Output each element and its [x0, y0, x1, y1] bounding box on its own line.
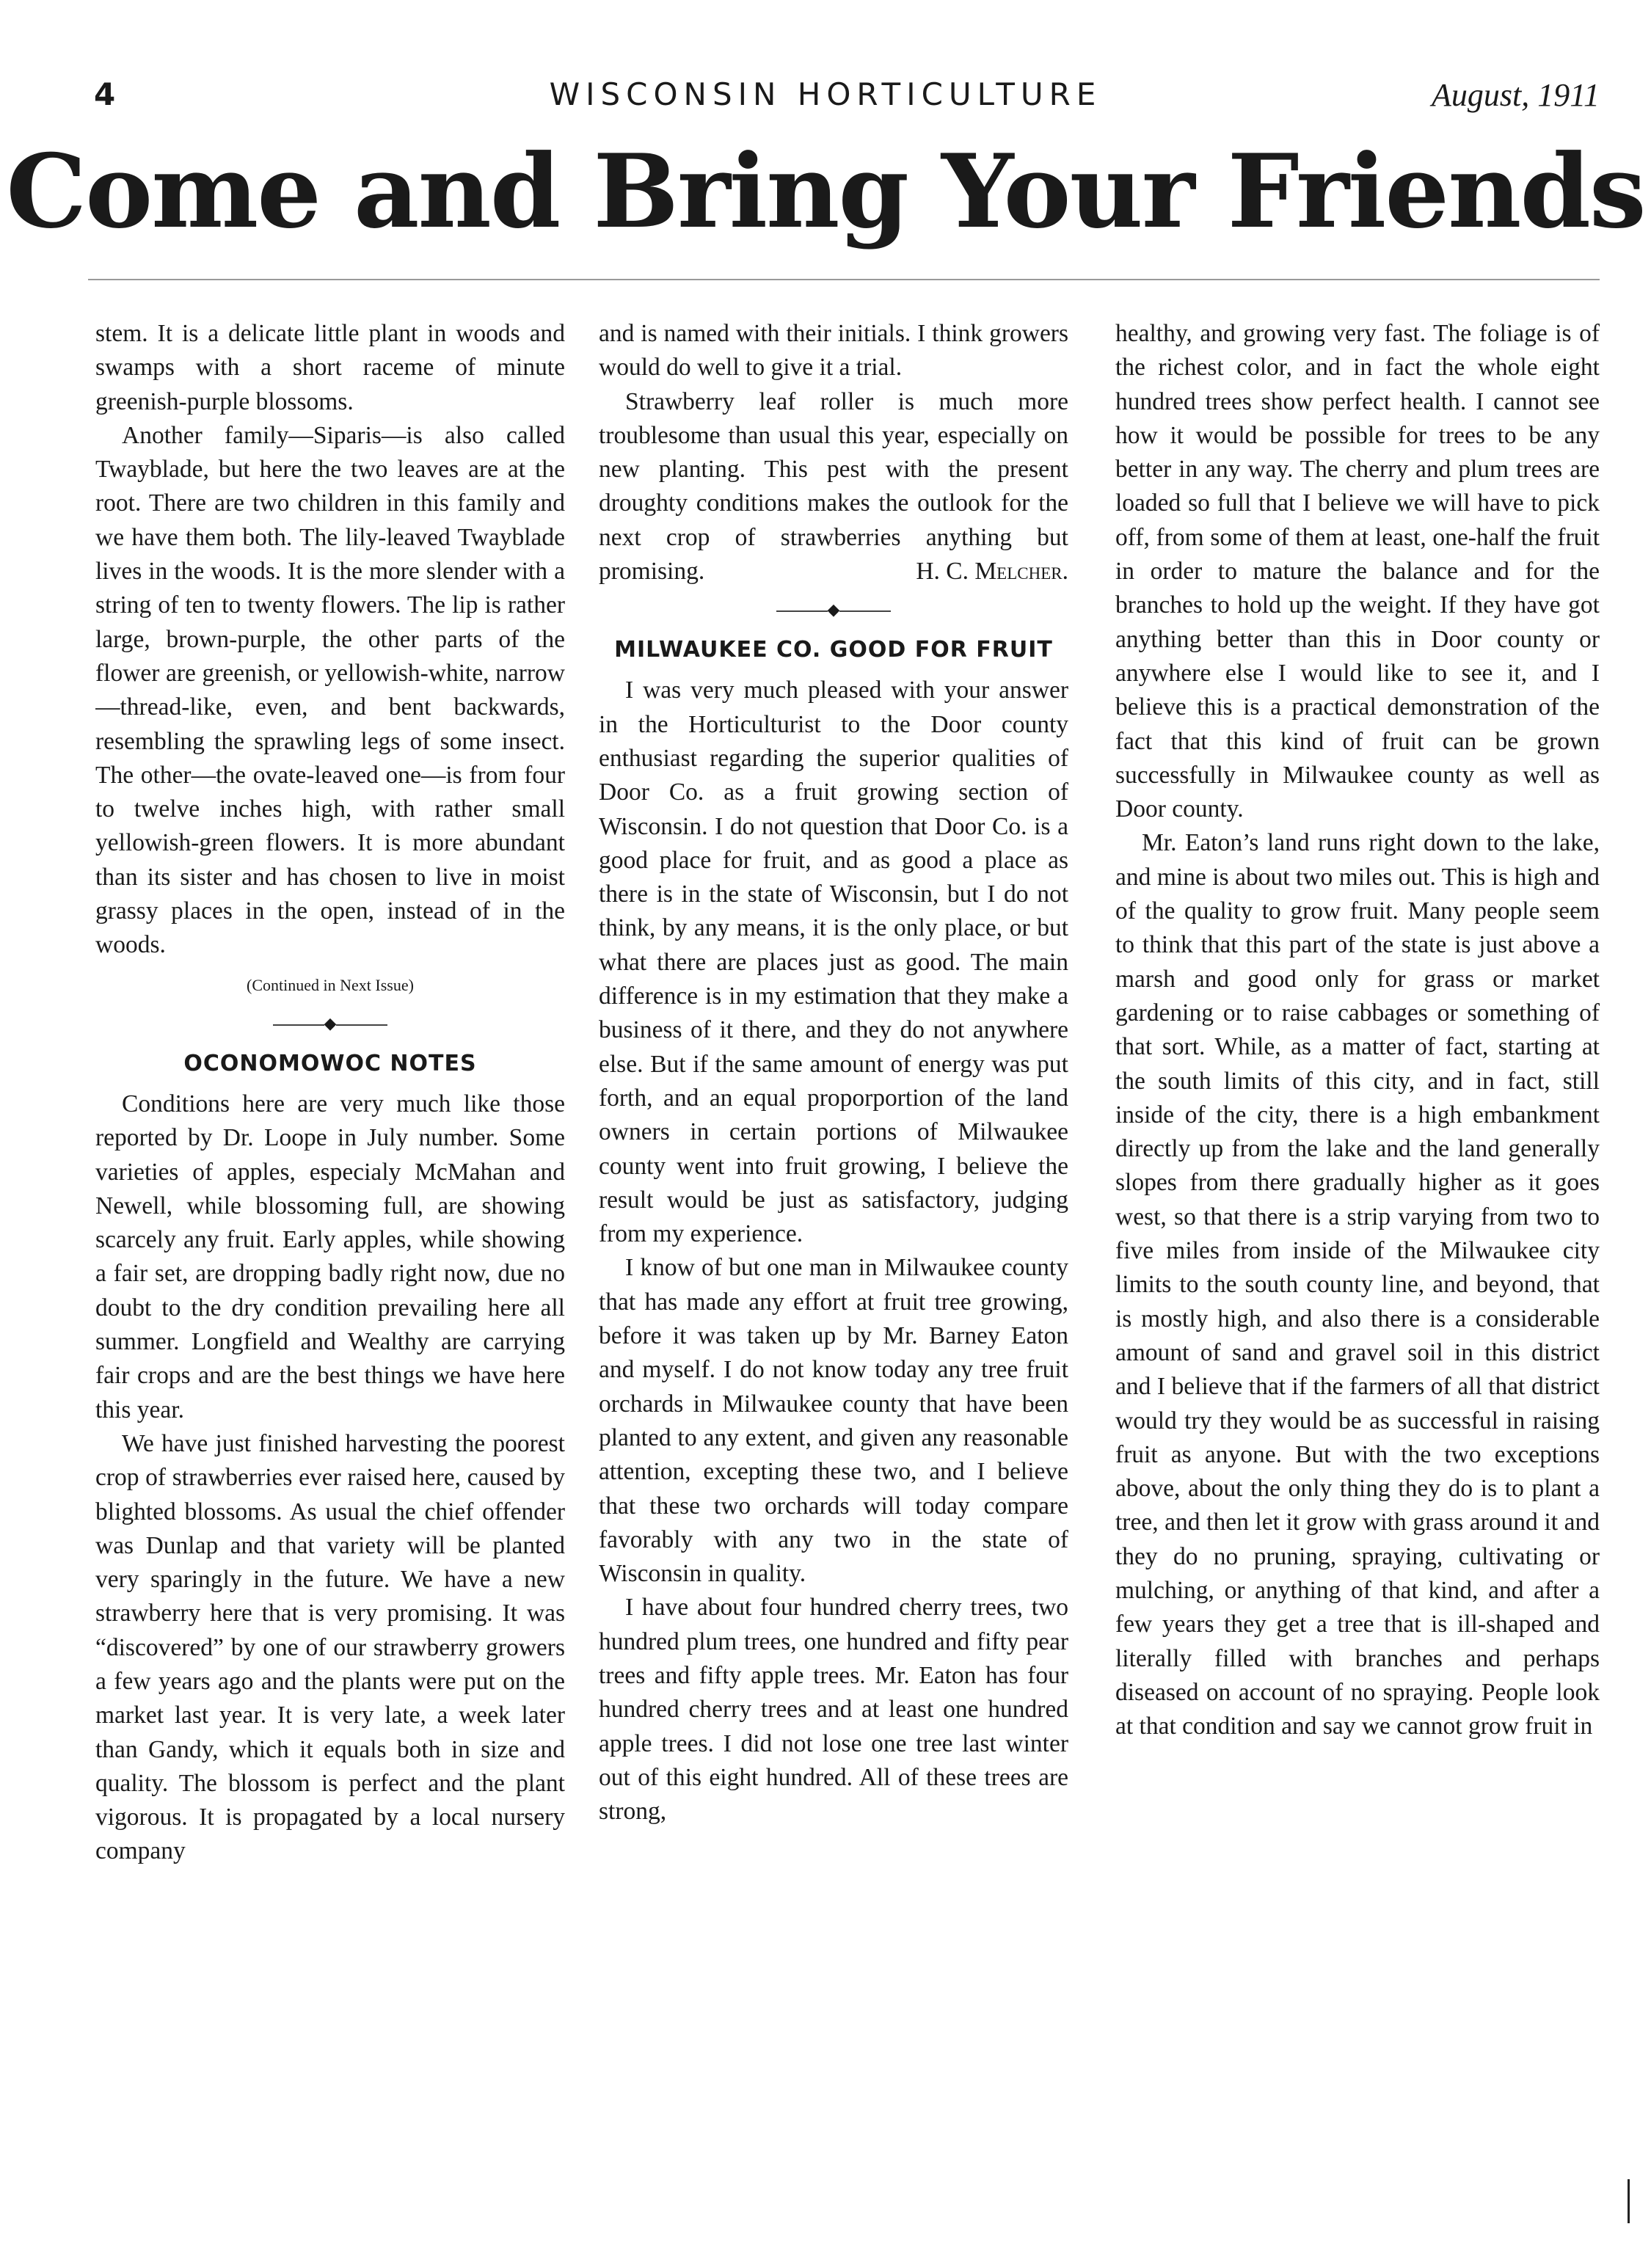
section-divider: [95, 1013, 565, 1035]
section-heading: MILWAUKEE CO. GOOD FOR FRUIT: [614, 637, 1053, 663]
paragraph: I have about four hundred cherry trees, two hundred plum trees, one hundred and fifty pear trees and fifty apple trees. Mr. Eaton has four hundred cherry trees and at least one hundred apple trees. I did not lose one tree last winter out of this eight hundred. All of these trees are strong,: [599, 1594, 1068, 1826]
paragraph: [599, 385, 1068, 589]
paragraph-text: Strawberry leaf roller is much more troublesome than usual this year, especially on new planting. This pest with the present droughty conditions makes the outlook for the next crop of strawberries anything but promising.: [599, 387, 1068, 586]
page-number: 4: [94, 76, 116, 112]
paragraph: Conditions here are very much like those reported by Dr. Loope in July number. Some varieties of apples, especialy McMahan and Newell, while blossoming full, are showing scarcely any fruit. Early apples, while showing a fair set, are dropping badly right now, due no doubt to the dry condition prevailing here all summer. Longfield and Wealthy are carrying fair crops and are the best things we have here this year.: [95, 1090, 565, 1423]
paragraph: I know of but one man in Milwaukee county that has made any effort at fruit tree growing, before it was taken up by Mr. Barney Eaton and myself. I do not know today any tree fruit orchards in Milwaukee county that have been planted to any extent, and given any reasonable attention, excepting these two, and I believe that these two orchards will today compare favorably with any two in the state of Wisconsin in quality.: [599, 1254, 1068, 1588]
diamond-ornament-icon: ◆: [827, 600, 840, 619]
paragraph: Another family—Siparis—is also called Twayblade, but here the two leaves are at the root. There are two children in this family and we have them both. The lily-leaved Twayblade lives in the woods. It is the more slender with a string of ten to twenty flowers. The lip is rather large, brown-purple, the other parts of the flower are greenish, or yellowish-white, narrow—thread-like, even, and bent backwards, resembling the sprawling legs of some insect. The other—the ovate-leaved one—is from four to twelve inches high, with rather small yellowish-green flowers. It is more abundant than its sister and has chosen to live in moist grassy places in the open, instead of in the woods.: [95, 421, 565, 959]
margin-mark: [1628, 2179, 1630, 2223]
column-2: [599, 317, 1068, 2195]
diamond-ornament-icon: ◆: [324, 1013, 337, 1032]
column-3: [1115, 317, 1600, 2195]
paragraph: and is named with their initials. I think growers would do well to give it a trial.: [599, 320, 1068, 382]
header-rule: [88, 279, 1600, 280]
column-1: [95, 317, 565, 2195]
paragraph: We have just finished harvesting the poorest crop of strawberries ever raised here, caused by blighted blossoms. As usual the chief offender was Dunlap and that variety will be planted very sparingly in the future. We have a new strawberry here that is very promising. It was “discovered” by one of our strawberry growers a few years ago and the plants were put on the market last year. It is very late, a week later than Gandy, which it equals both in size and quality. The blossom is perfect and the plant vigorous. It is propagated by a local nursery company: [95, 1429, 565, 1865]
continued-note: (Continued in Next Issue): [247, 975, 414, 994]
magazine-title: WISCONSIN HORTICULTURE: [549, 76, 1102, 112]
paragraph: Mr. Eaton’s land runs right down to the lake, and mine is about two miles out. This is high and of the quality to grow fruit. Many people seem to think that this part of the state is just above a marsh and good only for grass or market gardening or to raise cabbages or something of that sort. While, as a matter of fact, starting at the south limits of this city, and in fact, still inside of the city, there is a high embankment directly up from the lake and the land generally slopes from there gradually higher as it goes west, so that there is a strip varying from two to five miles from inside of the Milwaukee city limits to the south county line, and beyond, that is mostly high, and also there is a considerable amount of sand and gravel soil in this district and I believe that if the farmers of all that district would try they would be as successful in raising fruit as anyone. But with the two exceptions above, about the only thing they do is to plant a tree, and then let it grow with grass around it and they do no pruning, spraying, cultivating or mulching, or anything of that kind, and after a few years they get a tree that is ill-shaped and literally filled with branches and perhaps diseased on account of no spraying. People look at that condition and say we cannot grow fruit in: [1115, 829, 1600, 1740]
author-signature: H. C. Melcher.: [916, 558, 1068, 586]
paragraph: stem. It is a delicate little plant in woods and swamps with a short raceme of minute greenish-purple blossoms.: [95, 320, 565, 415]
issue-date: August, 1911: [1432, 77, 1600, 113]
section-divider: [599, 599, 1068, 621]
section-heading: OCONOMOWOC NOTES: [183, 1050, 477, 1076]
paragraph: healthy, and growing very fast. The foliage is of the richest color, and in fact the whole eight hundred trees show perfect health. I cannot see how it would be possible for trees to be any better in any way. The cherry and plum trees are loaded so full that I believe we will have to pick off, from some of them at least, one-half the fruit in order to mature the balance and for the branches to hold up the weight. If they have got anything better than this in Door county or anywhere else I would like to see it, and I believe this is a practical demonstration of the fact that this kind of fruit can be grown successfully in Milwaukee county as well as Door county.: [1115, 320, 1600, 823]
banner-headline: Come and Bring Your Friends: [6, 131, 1645, 251]
paragraph: I was very much pleased with your answer in the Horticulturist to the Door county enthusiast regarding the superior qualities of Door Co. as a fruit growing section of Wisconsin. I do not question that Door Co. is a good place for fruit, and as good a place as there is in the state of Wisconsin, but I do not think, by any means, it is the only place, or but what there are places just as good. The main difference is in my estimation that they make a business of it there, and they do not anywhere else. But if the same amount of energy was put forth, and an equal proporportion of the land owners in certain portions of Milwaukee county went into fruit growing, I believe the result would be just as satisfactory, judging from my experience.: [599, 677, 1068, 1248]
